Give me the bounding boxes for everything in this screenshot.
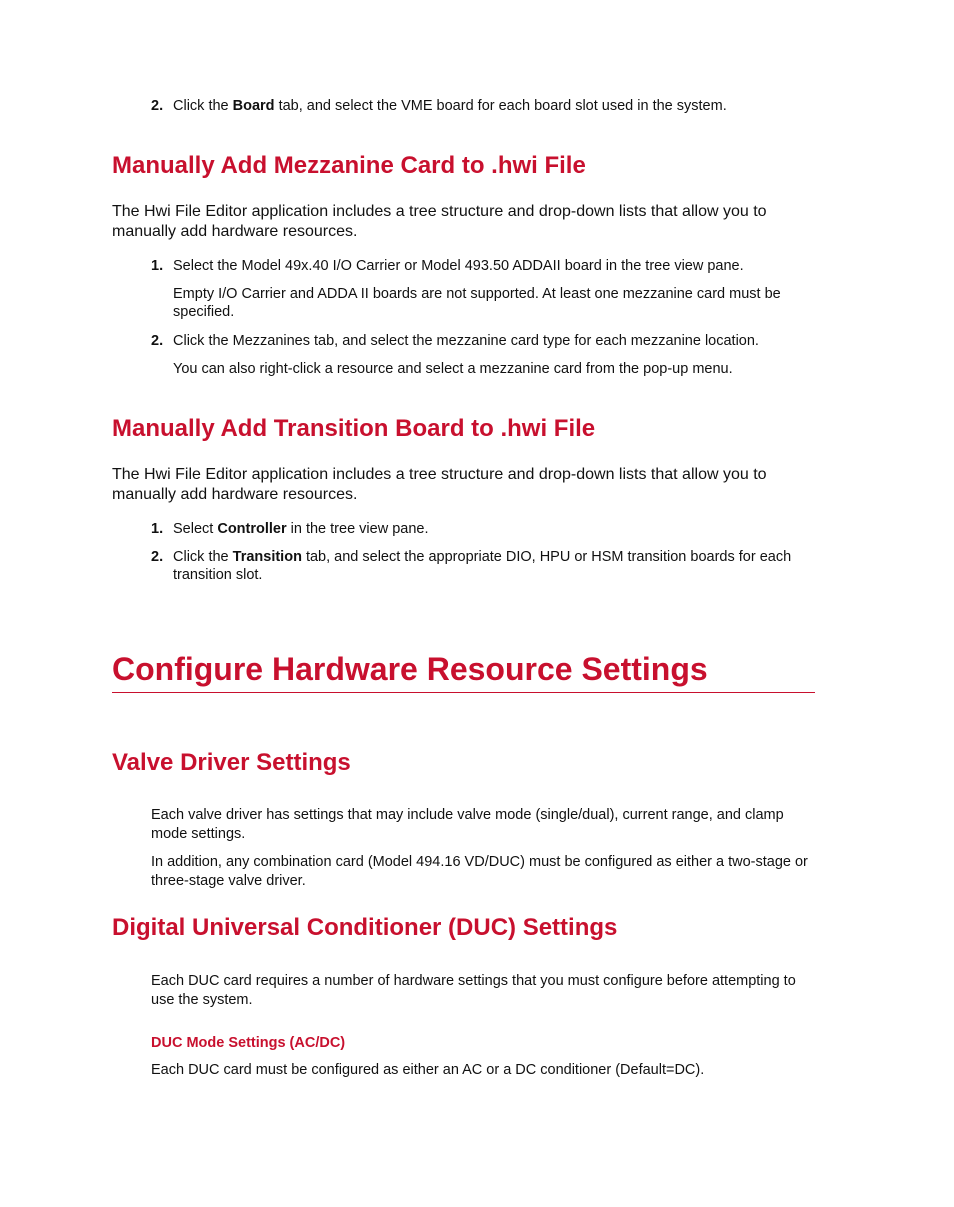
transition-intro: The Hwi File Editor application includes a tree structure and drop-down lists that allow you to manually add hardware resources. — [112, 466, 767, 503]
step-number: 2. — [151, 549, 164, 565]
valve-driver-para-2: In addition, any combination card (Model 494.16 VD/DUC) must be configured as either a two-stage or three-stage valve driver. — [151, 854, 808, 889]
step-text-post: in the tree view pane. — [286, 521, 429, 537]
mezzanine-step-2-note: You can also right-click a resource and select a mezzanine card from the pop-up menu. — [173, 361, 733, 377]
step-text-bold: Controller — [217, 521, 287, 537]
step-text-post: tab, and select the VME board for each board slot used in the system. — [274, 98, 727, 114]
mezzanine-intro: The Hwi File Editor application includes a tree structure and drop-down lists that allow you to manually add hardware resources. — [112, 203, 767, 240]
chapter-title: Configure Hardware Resource Settings — [112, 651, 708, 687]
chapter-title-rule — [112, 692, 815, 693]
step-text: Click the Mezzanines tab, and select the mezzanine card type for each mezzanine location. — [173, 333, 759, 349]
mezzanine-step-1-note: Empty I/O Carrier and ADDA II boards are not supported. At least one mezzanine card must be specified. — [173, 286, 781, 320]
heading-valve-driver: Valve Driver Settings — [112, 749, 351, 776]
heading-duc: Digital Universal Conditioner (DUC) Settings — [112, 914, 618, 941]
step-text: Select the Model 49x.40 I/O Carrier or Model 493.50 ADDAII board in the tree view pane. — [173, 258, 744, 274]
step-number: 2. — [151, 98, 164, 114]
step-text-pre: Click the — [173, 98, 233, 114]
heading-duc-mode: DUC Mode Settings (AC/DC) — [151, 1035, 346, 1051]
step-text-bold: Board — [232, 98, 275, 114]
step-text-bold: Transition — [232, 549, 302, 565]
heading-mezzanine: Manually Add Mezzanine Card to .hwi File — [112, 152, 586, 179]
step-text-post: tab, and select the appropriate DIO, HPU or HSM transition boards for each transition slot. — [173, 549, 792, 583]
step-text — [173, 548, 815, 584]
step-number: 1. — [151, 521, 164, 537]
step-text-pre: Click the — [173, 549, 233, 565]
step-text-pre: Select — [173, 521, 218, 537]
heading-transition: Manually Add Transition Board to .hwi File — [112, 415, 596, 442]
duc-mode-para: Each DUC card must be configured as either an AC or a DC conditioner (Default=DC). — [151, 1062, 705, 1078]
step-text — [173, 520, 815, 538]
duc-para-1: Each DUC card requires a number of hardware settings that you must configure before attempting to use the system. — [151, 973, 796, 1008]
step-number: 1. — [151, 258, 164, 274]
valve-driver-para-1: Each valve driver has settings that may include valve mode (single/dual), current range, and clamp mode settings. — [151, 807, 784, 842]
step-number: 2. — [151, 333, 164, 349]
step-text — [173, 97, 815, 115]
